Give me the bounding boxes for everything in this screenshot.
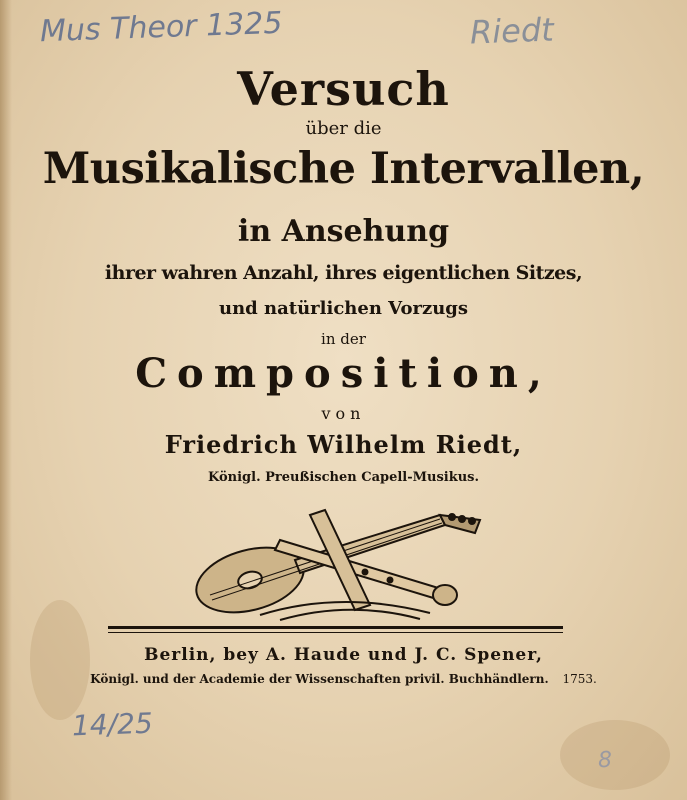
handwritten-name: Riedt (469, 10, 555, 52)
thin-rule (108, 632, 563, 633)
by-line: von (321, 404, 366, 423)
imprint-publisher: Königl. und der Academie der Wissenschaften privil. Buchhändlern. (90, 672, 549, 686)
handwritten-corner-mark: 8 (597, 747, 613, 774)
imprint-year: 1753. (562, 672, 597, 686)
title-natuerlichen-vorzugs: und natürlichen Vorzugs (218, 298, 469, 319)
title-ueber-die: über die (305, 118, 382, 139)
author-title: Königl. Preußischen Capell-Musikus. (207, 470, 480, 485)
title-in-der: in der (321, 330, 366, 348)
title-composition: Composition, (135, 350, 552, 397)
lute-and-woodwind-vignette (190, 495, 490, 625)
handwritten-shelfmark: Mus Theor 1325 (39, 5, 283, 50)
top-rule (108, 626, 563, 629)
title-in-ansehung: in Ansehung (237, 214, 450, 249)
title-versuch: Versuch (237, 62, 450, 116)
imprint-line-2 (0, 672, 687, 686)
author-name: Friedrich Wilhelm Riedt, (164, 430, 523, 459)
imprint-line-1: Berlin, bey A. Haude und J. C. Spener, (144, 645, 543, 665)
title-ihrer-wahren-anzahl: ihrer wahren Anzahl, ihres eigentlichen Sitzes, (104, 262, 583, 284)
handwritten-number: 14/25 (71, 706, 154, 743)
title-musikalische-intervallen: Musikalische Intervallen, (42, 144, 645, 194)
